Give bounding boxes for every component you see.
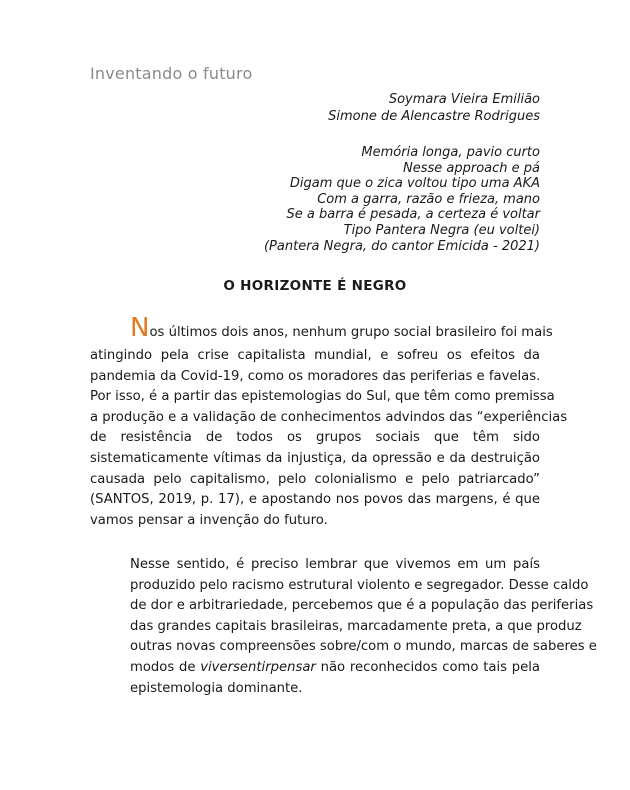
paragraph-line: sistematicamente vítimas da injustiça, da opressão e da destruição	[90, 450, 540, 466]
epigraph-line: Tipo Pantera Negra (eu voltei)	[343, 222, 540, 238]
paragraph-2	[90, 555, 597, 699]
authors-block	[328, 91, 540, 125]
paragraph-line: produzido pelo racismo estrutural violento e segregador. Desse caldo	[130, 577, 589, 593]
paragraph-line: (SANTOS, 2019, p. 17), e apostando nos povos das margens, é que	[90, 492, 540, 508]
first-line-text: os últimos dois anos, nenhum grupo social brasileiro foi mais	[149, 325, 553, 340]
epigraph	[264, 145, 540, 254]
epigraph-line: Se a barra é pesada, a certeza é voltar	[286, 207, 540, 223]
section-title: O HORIZONTE É NEGRO	[223, 278, 407, 294]
paragraph-line: epistemologia dominante.	[130, 680, 303, 696]
paragraph-line: das grandes capitais brasileiras, marcadamente preta, a que produz	[130, 618, 582, 634]
paragraph-first-line	[90, 313, 553, 346]
drop-cap: N	[130, 313, 150, 343]
emphasized-term: viversentirpensar	[200, 659, 316, 675]
running-title: Inventando o futuro	[90, 64, 253, 83]
paragraph-line: de resistência de todos os grupos sociais que têm sido	[90, 430, 540, 446]
paragraph-line: a produção e a validação de conhecimentos advindos das “experiências	[90, 409, 568, 425]
paragraph-line: pandemia da Covid-19, como os moradores das periferias e favelas.	[90, 368, 541, 384]
epigraph-line: Nesse approach e pá	[402, 160, 540, 176]
paragraph-1	[90, 313, 568, 531]
line-text: modos de	[130, 659, 196, 675]
paragraph-line: atingindo pela crise capitalista mundial, e sofreu os efeitos da	[90, 348, 540, 363]
paragraph-line: de dor e arbitrariedade, percebemos que é a população das periferias	[130, 598, 594, 614]
paragraph-line: Por isso, é a partir das epistemologias do Sul, que têm como premissa	[90, 389, 555, 405]
epigraph-line: Com a garra, razão e frieza, mano	[317, 191, 540, 207]
author-name: Simone de Alencastre Rodrigues	[328, 109, 540, 124]
epigraph-citation: (Pantera Negra, do cantor Emicida - 2021)	[263, 238, 540, 254]
paragraph-line: causada pelo capitalismo, pelo colonialismo e pelo patriarcado”	[90, 471, 540, 487]
author-name: Soymara Vieira Emilião	[388, 92, 540, 107]
epigraph-line: Memória longa, pavio curto	[361, 145, 540, 160]
epigraph-line: Digam que o zica voltou tipo uma AKA	[289, 176, 540, 192]
paragraph-line: outras novas compreensões sobre/com o mundo, marcas de saberes e	[130, 639, 597, 655]
line-text: não reconhecidos como tais pela	[320, 659, 540, 675]
paragraph-line-with-emphasis	[90, 658, 540, 679]
paragraph-line: vamos pensar a invenção do futuro.	[90, 512, 328, 528]
paragraph-line: Nesse sentido, é preciso lembrar que vivemos em um país	[130, 557, 540, 572]
